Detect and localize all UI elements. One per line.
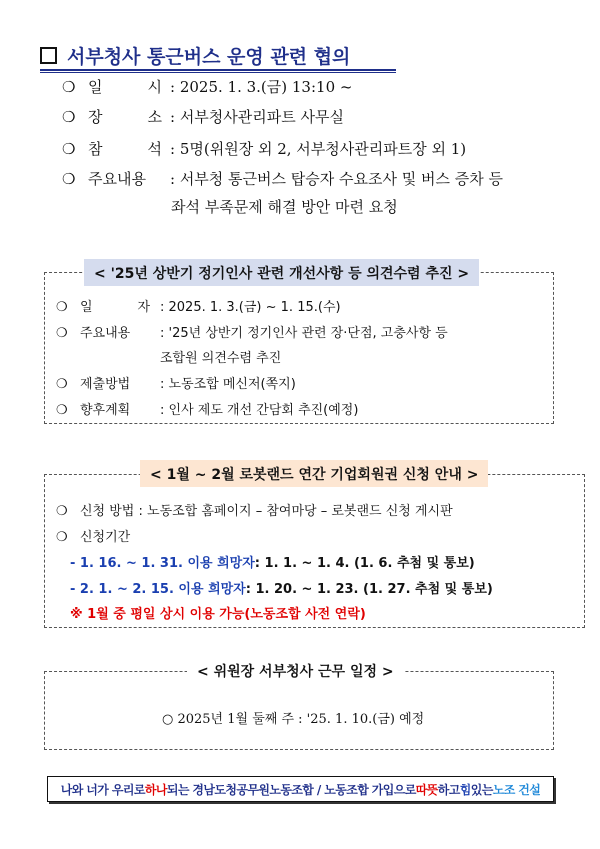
box-title: < 위원장 서부청사 근무 일정 >: [187, 657, 404, 684]
circle-bullet-icon: ❍: [56, 530, 68, 545]
circle-bullet-icon: ❍: [56, 504, 68, 519]
circle-bullet-icon: ❍: [62, 140, 76, 158]
item-value: : '25년 상반기 정기인사 관련 장·단점, 고충사항 등: [160, 326, 448, 341]
title-underline-thin: [40, 72, 396, 73]
item-text: 신청기간: [80, 530, 131, 545]
circle-bullet-icon: ❍: [62, 170, 76, 188]
section-title: [40, 40, 350, 70]
item-label: 참 석: [88, 140, 162, 158]
box-title: < '25년 상반기 정기인사 관련 개선사항 등 의견수렴 추진 >: [84, 259, 479, 286]
circle-bullet-icon: ❍: [56, 300, 68, 315]
footer-slogan: 나와 너가 우리로 하나 되는 경남도청공무원노동조합 / 노동조합 가입으로 따뜻 하고 힘 있는 노조 건설: [47, 776, 554, 802]
circle-bullet-icon: ❍: [56, 326, 68, 341]
section-title-text: 서부청사 통근버스 운영 관련 협의: [67, 45, 351, 68]
list-item: [56, 373, 296, 392]
list-item: [56, 399, 358, 418]
notice-text: ※ 1월 중 평일 상시 이용 가능(노동조합 사전 연락): [70, 607, 366, 622]
item-label: 일 시: [88, 78, 162, 96]
item-label: 일 자: [80, 300, 150, 315]
item-value: : 5명(위원장 외 2, 서부청사관리파트장 외 1): [170, 140, 467, 158]
box-title: < 1월 ~ 2월 로봇랜드 연간 기업회원권 신청 안내 >: [140, 460, 488, 487]
circle-bullet-icon: ❍: [56, 377, 68, 392]
list-item: [62, 138, 466, 159]
item-value-continuation: 조합원 의견수렴 추진: [160, 351, 282, 366]
item-value: : 인사 제도 개선 간담회 추진(예정): [160, 403, 359, 418]
period-detail: : 1. 1. ~ 1. 4. (1. 6. 추첨 및 통보): [254, 556, 475, 571]
list-item: [56, 500, 453, 519]
schedule-text: ○ 2025년 1월 둘째 주 : '25. 1. 10.(금) 예정: [162, 712, 425, 727]
list-item: [62, 106, 344, 127]
period-range: - 1. 16. ~ 1. 31. 이용 희망자: [70, 556, 255, 571]
list-item: [62, 76, 352, 97]
item-value: : 2025. 1. 3.(금) ~ 1. 15.(수): [160, 300, 341, 315]
item-label: 장 소: [88, 108, 162, 126]
item-label: 주요내용: [88, 170, 146, 188]
item-text: 신청 방법 : 노동조합 홈페이지 – 참여마당 – 로봇랜드 신청 게시판: [80, 504, 453, 519]
title-underline: [40, 69, 396, 71]
item-label: 주요내용: [80, 326, 131, 341]
item-value-continuation: 좌석 부족문제 해결 방안 마련 요청: [171, 198, 398, 216]
item-value: : 2025. 1. 3.(금) 13:10 ~: [170, 78, 353, 96]
list-item: [62, 168, 503, 189]
period-detail: : 1. 20. ~ 1. 23. (1. 27. 추첨 및 통보): [245, 582, 493, 597]
list-item: [56, 526, 130, 545]
circle-bullet-icon: ❍: [62, 78, 76, 96]
item-value: : 서부청 통근버스 탑승자 수요조사 및 버스 증차 등: [170, 170, 504, 188]
period-range: - 2. 1. ~ 2. 15. 이용 희망자: [70, 582, 246, 597]
item-value: : 서부청사관리파트 사무실: [170, 108, 344, 126]
item-value: : 노동조합 메신저(쪽지): [160, 377, 296, 392]
list-item: [56, 322, 448, 341]
period-row: [70, 578, 493, 597]
item-label: 제출방법: [80, 377, 131, 392]
circle-bullet-icon: ❍: [56, 403, 68, 418]
checkbox-square-icon: [40, 47, 57, 64]
list-item: [56, 296, 341, 315]
period-row: [70, 552, 475, 571]
item-label: 향후계획: [80, 403, 131, 418]
circle-bullet-icon: ❍: [62, 108, 76, 126]
